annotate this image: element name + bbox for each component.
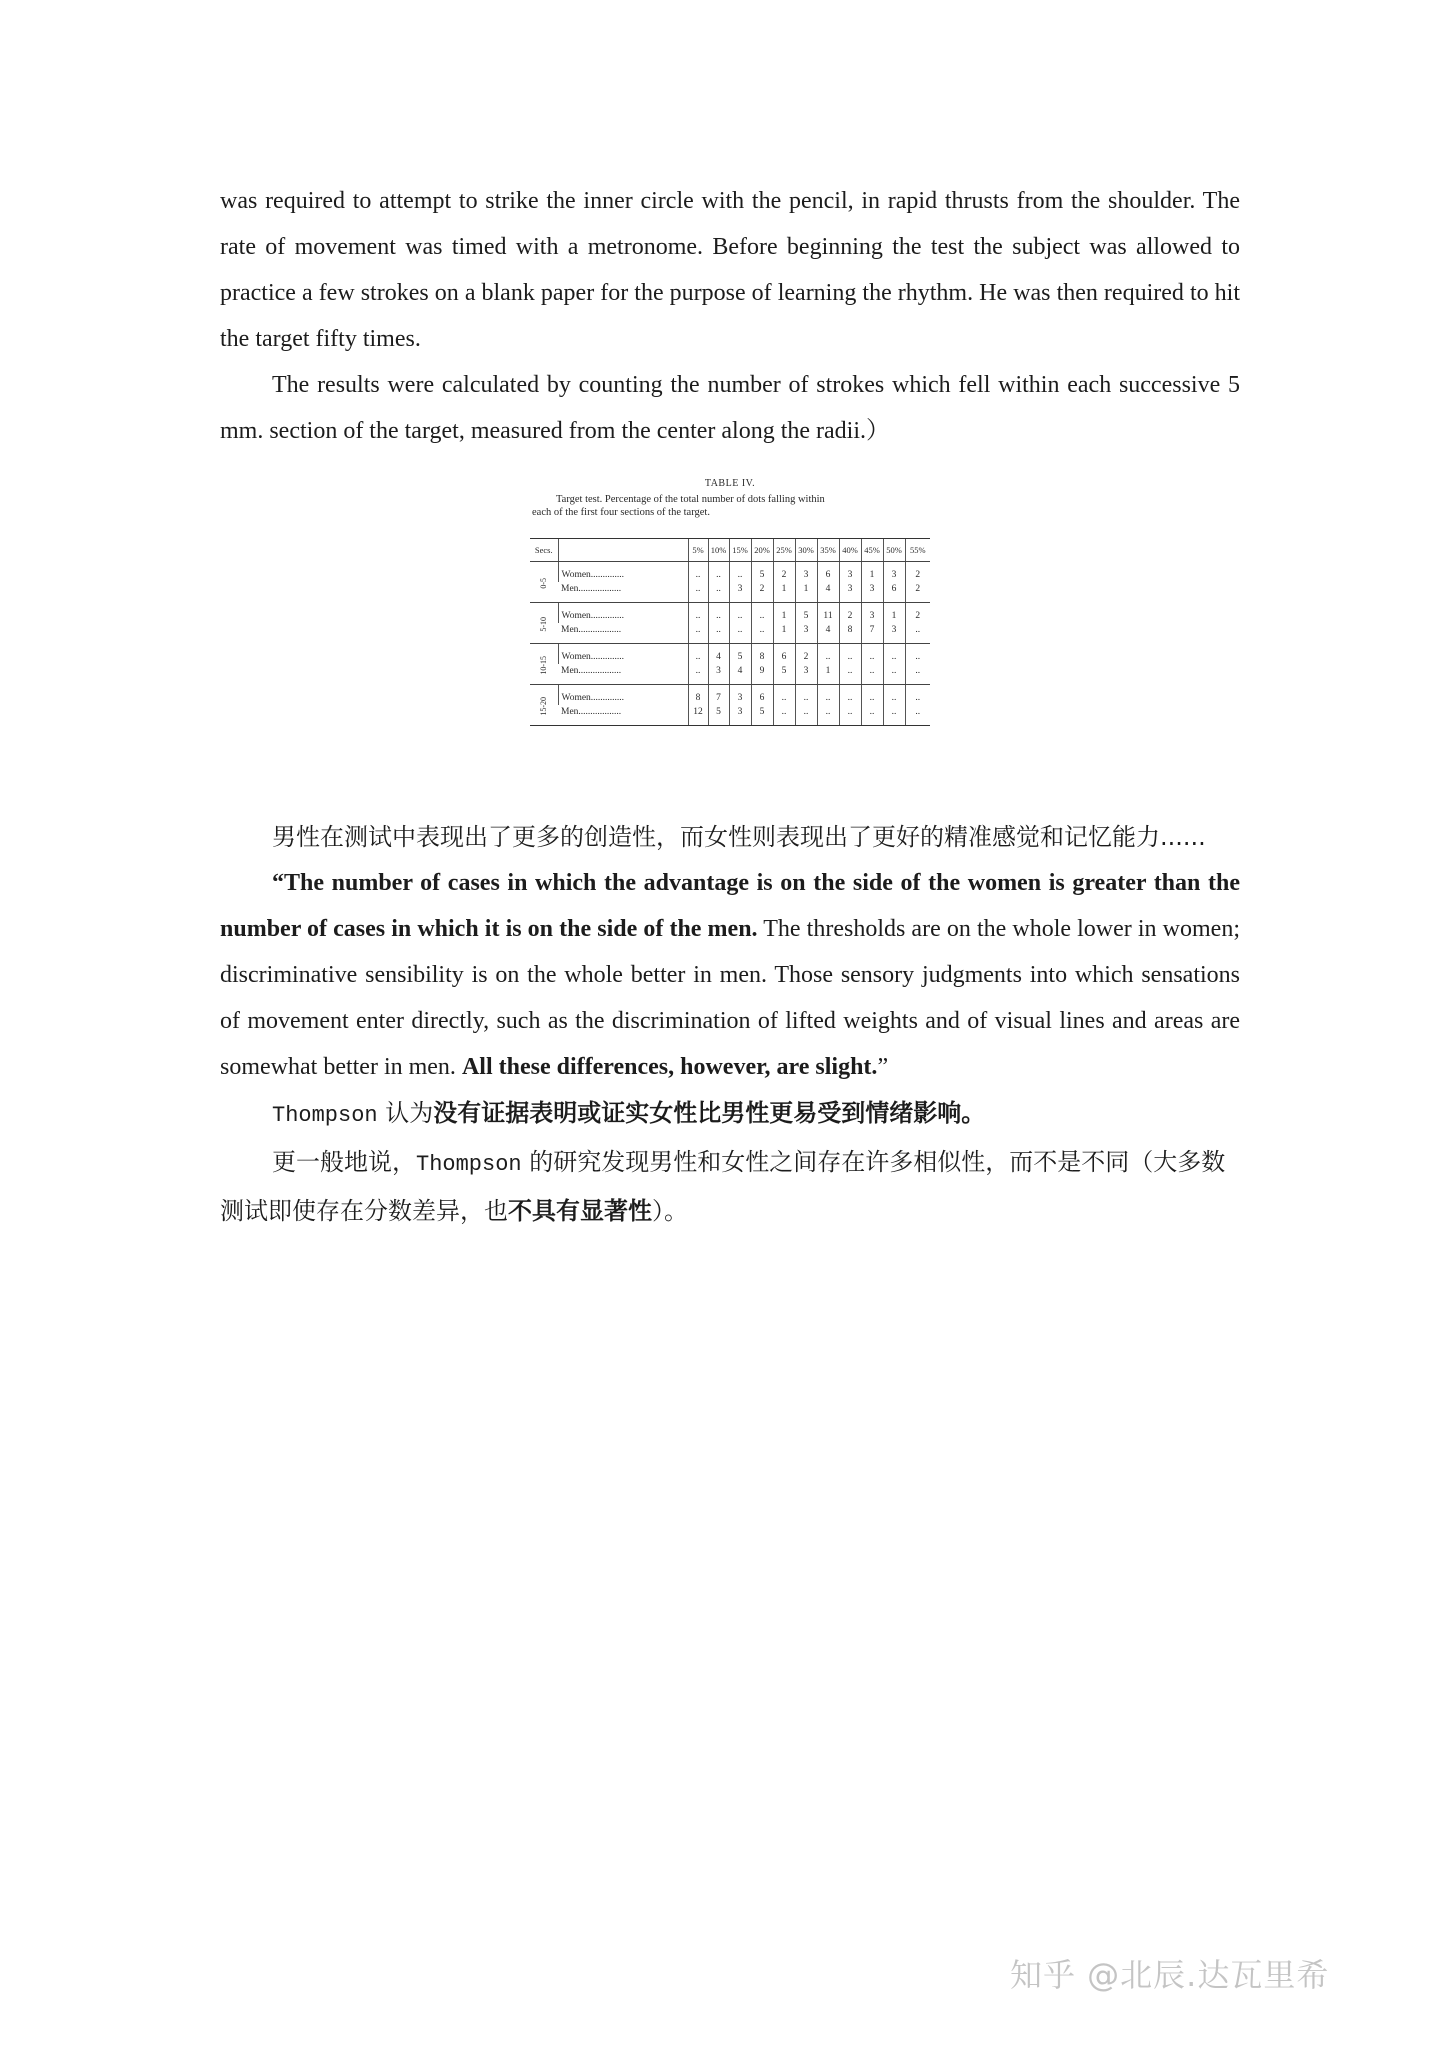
table-cell: 3	[795, 623, 817, 644]
table-cell: ..	[795, 685, 817, 706]
table-cell: ..	[839, 685, 861, 706]
table-cell: ..	[773, 705, 795, 725]
table-cell: ..	[839, 644, 861, 665]
data-table-wrapper	[530, 538, 930, 726]
table-cell: 3	[795, 664, 817, 685]
table-cell: 4	[817, 623, 839, 644]
table-cell: 4	[729, 664, 751, 685]
table-cell: ..	[708, 582, 729, 603]
table-row	[530, 582, 930, 603]
table-cell: 7	[861, 623, 883, 644]
cn2-mid: 认为	[377, 1099, 434, 1127]
table-cell: 2	[839, 603, 861, 624]
table-cell: ..	[688, 603, 708, 624]
table-header-cell: 35%	[817, 539, 839, 562]
table-cell: 3	[795, 562, 817, 583]
row-label: Men..................	[558, 623, 688, 644]
table-cell: 1	[795, 582, 817, 603]
quote-paragraph	[220, 860, 1240, 1090]
table-cell: 4	[708, 644, 729, 665]
table-cell: ..	[905, 644, 930, 665]
quote-end: ”	[877, 1054, 889, 1080]
table-cell: 6	[883, 582, 905, 603]
table-header-row	[530, 539, 930, 562]
table-cell: 1	[773, 582, 795, 603]
table-figure	[530, 476, 930, 776]
table-cell: ..	[883, 664, 905, 685]
cn3-c: ）。	[652, 1197, 688, 1225]
table-cell: ..	[773, 685, 795, 706]
table-cell: ..	[817, 644, 839, 665]
row-label: Women..............	[558, 644, 688, 665]
table-cell: 6	[751, 685, 773, 706]
document-body	[220, 178, 1240, 454]
section-label-cell	[530, 562, 558, 603]
table-cell: 1	[883, 603, 905, 624]
row-label: Men..................	[558, 582, 688, 603]
quote-normal: The thresholds are on the whole lower in women; discriminative sensibility is on the whole better in men. Those sensory judgments into which sensations of movement enter directly, such as the discrimination of lifted weights and of visual lines and areas are somewhat better in men.	[220, 916, 1240, 1080]
table-cell: 11	[817, 603, 839, 624]
table-header-cell: 40%	[839, 539, 861, 562]
table-description-line-2: each of the first four sections of the target.	[532, 507, 710, 518]
table-cell: 5	[708, 705, 729, 725]
table-cell: ..	[883, 644, 905, 665]
table-cell: 6	[817, 562, 839, 583]
table-row	[530, 623, 930, 644]
table-cell: 1	[773, 603, 795, 624]
table-cell: 2	[773, 562, 795, 583]
table-cell: 7	[708, 685, 729, 706]
watermark: 知乎 @北辰.达瓦里希	[1010, 1956, 1330, 1994]
table-cell: 3	[861, 582, 883, 603]
table-cell: ..	[861, 705, 883, 725]
table-header-cell: 50%	[883, 539, 905, 562]
table-row	[530, 705, 930, 725]
cn3-a: 更一般地说，	[272, 1148, 416, 1176]
table-cell: 1	[773, 623, 795, 644]
table-cell: ..	[751, 603, 773, 624]
table-cell: 8	[688, 685, 708, 706]
table-cell: 8	[839, 623, 861, 644]
table-cell: 2	[751, 582, 773, 603]
table-cell: 3	[883, 623, 905, 644]
table-cell: ..	[795, 705, 817, 725]
table-cell: ..	[688, 644, 708, 665]
table-cell: ..	[905, 664, 930, 685]
table-cell: 5	[729, 644, 751, 665]
table-cell: 3	[839, 582, 861, 603]
table-cell: 3	[883, 562, 905, 583]
table-description	[530, 493, 930, 519]
table-body	[530, 562, 930, 726]
table-cell: 3	[729, 685, 751, 706]
chinese-paragraph-1: 男性在测试中表现出了更多的创造性，而女性则表现出了更好的精准感觉和记忆能力......	[272, 823, 1206, 851]
table-cell: 1	[817, 664, 839, 685]
section-label-cell	[530, 603, 558, 644]
table-cell: ..	[817, 705, 839, 725]
table-cell: 5	[751, 705, 773, 725]
table-cell: ..	[905, 705, 930, 725]
table-cell: ..	[905, 685, 930, 706]
table-row	[530, 685, 930, 706]
table-cell: ..	[861, 685, 883, 706]
table-cell: ..	[688, 562, 708, 583]
cn2-bold: 没有证据表明或证实女性比男性更易受到情绪影响。	[433, 1099, 986, 1127]
table-cell: 12	[688, 705, 708, 725]
table-header-cell: 55%	[905, 539, 930, 562]
table-cell: 5	[773, 664, 795, 685]
table-cell: ..	[751, 623, 773, 644]
table-cell: ..	[839, 705, 861, 725]
table-header-cell: 5%	[688, 539, 708, 562]
table-header-cell: 25%	[773, 539, 795, 562]
table-row	[530, 644, 930, 665]
table-cell: ..	[861, 664, 883, 685]
table-cell: 2	[905, 603, 930, 624]
table-cell: ..	[688, 623, 708, 644]
paragraph-1: was required to attempt to strike the inner circle with the pencil, in rapid thrusts from the shoulder. The rate of movement was timed with a metronome. Before beginning the test the subject was allowed to practice a few strokes on a blank paper for the purpose of learning the rhythm. He was then required to hit the target fifty times.	[220, 188, 1240, 352]
table-header-cell: 45%	[861, 539, 883, 562]
table-cell: 3	[729, 582, 751, 603]
section-label-cell	[530, 685, 558, 726]
table-cell: ..	[729, 603, 751, 624]
thompson-name: Thompson	[272, 1103, 378, 1128]
thompson-name-2: Thompson	[416, 1152, 522, 1177]
section-label: 10-15	[539, 656, 549, 675]
table-cell: ..	[708, 603, 729, 624]
table-cell: ..	[688, 664, 708, 685]
table-cell: ..	[708, 562, 729, 583]
table-cell: ..	[883, 685, 905, 706]
section-label: 0-5	[539, 578, 549, 589]
table-header-cell: 30%	[795, 539, 817, 562]
row-label: Men..................	[561, 707, 622, 717]
table-header-cell: 15%	[729, 539, 751, 562]
table-cell: 9	[751, 664, 773, 685]
table-cell: ..	[839, 664, 861, 685]
table-header-cell: 20%	[751, 539, 773, 562]
table-cell: 3	[708, 664, 729, 685]
table-header-cell: Secs.	[530, 539, 558, 562]
table-row	[530, 664, 930, 685]
table-cell: 3	[729, 705, 751, 725]
quote-bold-2: All these differences, however, are slight.	[461, 1054, 878, 1080]
section-label: 5-10	[539, 617, 549, 632]
chinese-paragraph-2	[220, 1090, 1240, 1139]
table-cell: ..	[861, 644, 883, 665]
row-label: Women..............	[558, 685, 688, 706]
paragraph-2: The results were calculated by counting the number of strokes which fell within each successive 5 mm. section of the target, measured from the center along the radii.）	[220, 372, 1240, 444]
table-cell: ..	[817, 685, 839, 706]
row-label: Women..............	[558, 603, 688, 624]
table-cell: 2	[905, 582, 930, 603]
table-cell: ..	[729, 562, 751, 583]
row-label: Men..................	[558, 664, 688, 685]
quote-bold-1: “The number of cases in which the advantage is on the side of the women is greater than the number of cases in which it is on the side of the men.	[220, 870, 1240, 942]
cn3-b: 的研究发现男性和女性之间存在许多相似性，而不是不同（大多数测试即使存在分数差异，也	[220, 1148, 1226, 1225]
table-cell: 2	[905, 562, 930, 583]
table-cell: ..	[708, 623, 729, 644]
table-cell: 3	[839, 562, 861, 583]
table-cell: ..	[883, 705, 905, 725]
row-label: Women..............	[558, 562, 688, 583]
cn3-bold: 不具有显著性	[508, 1197, 652, 1225]
table-cell: 1	[861, 562, 883, 583]
table-header-cell	[558, 539, 688, 562]
table-cell: ..	[729, 623, 751, 644]
table-cell: 6	[773, 644, 795, 665]
table-cell: ..	[688, 582, 708, 603]
chinese-paragraph-3	[220, 1139, 1240, 1234]
table-cell: 8	[751, 644, 773, 665]
table-cell: 2	[795, 644, 817, 665]
section-label-cell	[530, 644, 558, 685]
table-row	[530, 603, 930, 624]
table-cell: 5	[795, 603, 817, 624]
section-label: 15-20	[539, 697, 549, 716]
table-description-line-1: Target test. Percentage of the total number of dots falling within	[556, 494, 825, 505]
table-header-cell: 10%	[708, 539, 729, 562]
table-row	[530, 562, 930, 583]
data-table	[530, 539, 930, 725]
table-cell: ..	[905, 623, 930, 644]
table-cell: 5	[751, 562, 773, 583]
table-caption: TABLE IV.	[704, 478, 756, 489]
table-cell: 4	[817, 582, 839, 603]
table-cell: 3	[861, 603, 883, 624]
document-body-lower	[220, 814, 1240, 1234]
